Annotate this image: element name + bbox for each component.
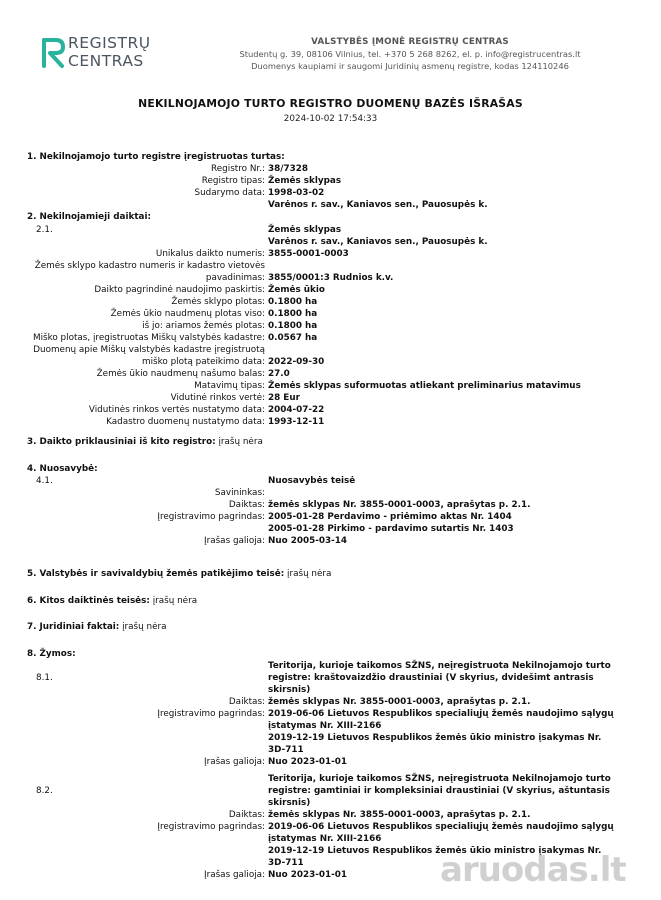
s2-label: miško plotą pateikimo data: bbox=[142, 357, 265, 367]
s2-value: 2022-09-30 bbox=[268, 357, 325, 367]
s8-label: Daiktas: bbox=[228, 697, 265, 707]
s2-value: 0.1800 ha bbox=[268, 321, 318, 331]
s4-value: 2005-01-28 Perdavimo - priėmimo aktas Nr. 1404 bbox=[268, 512, 512, 522]
s2-value: 2004-07-22 bbox=[268, 405, 325, 415]
s2-label: Vidutinė rinkos vertė: bbox=[170, 393, 265, 403]
s2-value: 1993-12-11 bbox=[268, 417, 325, 427]
s2-label: Daikto pagrindinė naudojimo paskirtis: bbox=[94, 285, 265, 295]
document-date: 2024-10-02 17:54:33 bbox=[283, 114, 378, 124]
s8-value: 2019-06-06 Lietuvos Respublikos specialiųjų žemės naudojimo sąlygų bbox=[268, 709, 614, 719]
s2-label: Matavimų tipas: bbox=[194, 381, 265, 391]
section-6: 6. Kitos daiktinės teisės: įrašų nėra bbox=[27, 596, 198, 606]
s2-value: 3855/0001:3 Rudnios k.v. bbox=[268, 273, 394, 283]
section-1-title: 1. Nekilnojamojo turto registre įregistruotas turtas: bbox=[27, 152, 285, 162]
section-4-title: 4. Nuosavybė: bbox=[27, 464, 98, 474]
s1-value: 1998-03-02 bbox=[268, 188, 325, 198]
s8-item-head: Teritorija, kurioje taikomos SŽNS, neįregistruota Nekilnojamojo turto bbox=[268, 774, 611, 784]
s2-label: iš jo: ariamos žemės plotas: bbox=[142, 321, 265, 331]
s4-value: 2005-01-28 Pirkimo - pardavimo sutartis Nr. 1403 bbox=[268, 524, 514, 534]
s4-value: žemės sklypas Nr. 3855-0001-0003, aprašytas p. 2.1. bbox=[268, 500, 531, 510]
s8-item-index: 8.2. bbox=[36, 786, 53, 796]
section-7: 7. Juridiniai faktai: įrašų nėra bbox=[27, 622, 167, 632]
s2-label: Žemės sklypo kadastro numeris ir kadastro vietovės bbox=[34, 261, 265, 271]
s5-value: įrašų nėra bbox=[287, 569, 332, 579]
section-5: 5. Valstybės ir savivaldybių žemės patikėjimo teisė: įrašų nėra bbox=[27, 569, 332, 579]
s2-value: 3855-0001-0003 bbox=[268, 249, 349, 259]
s1-value: Žemės sklypas bbox=[268, 176, 342, 186]
s8-value: 3D-711 bbox=[268, 745, 304, 755]
document-title: NEKILNOJAMOJO TURTO REGISTRO DUOMENŲ BAZĖS IŠRAŠAS bbox=[138, 97, 523, 110]
s4-label: Įregistravimo pagrindas: bbox=[157, 512, 265, 522]
s2-address: Varėnos r. sav., Kaniavos sen., Pauosupės k. bbox=[268, 237, 488, 247]
s2-label: pavadinimas: bbox=[205, 273, 265, 283]
s8-label: Įrašas galioja: bbox=[204, 870, 265, 880]
s2-value: Žemės sklypas suformuotas atliekant preliminarius matavimus bbox=[268, 381, 581, 391]
aruodas-watermark: aruodas.lt bbox=[440, 850, 626, 890]
org-name: VALSTYBĖS ĮMONĖ REGISTRŲ CENTRAS bbox=[311, 37, 509, 47]
s8-label: Įregistravimo pagrindas: bbox=[157, 822, 265, 832]
s8-label: Įregistravimo pagrindas: bbox=[157, 709, 265, 719]
s8-item-head: skirsnis) bbox=[268, 685, 311, 695]
s1-label: Registro tipas: bbox=[201, 176, 265, 186]
s2-label: Žemės ūkio naudmenų plotas viso: bbox=[110, 309, 265, 319]
s8-value: 2019-12-19 Lietuvos Respublikos žemės ūkio ministro įsakymas Nr. bbox=[268, 846, 602, 856]
s1-address: Varėnos r. sav., Kaniavos sen., Pauosupės k. bbox=[268, 200, 488, 210]
s2-value: Žemės ūkio bbox=[268, 285, 325, 295]
s2-head: Žemės sklypas bbox=[268, 225, 342, 235]
registru-centras-logo bbox=[40, 34, 150, 74]
logo-mark-icon bbox=[40, 36, 66, 70]
s2-index: 2.1. bbox=[36, 225, 53, 235]
s4-label: Daiktas: bbox=[228, 500, 265, 510]
s8-value: žemės sklypas Nr. 3855-0001-0003, aprašytas p. 2.1. bbox=[268, 697, 531, 707]
s8-value: Nuo 2023-01-01 bbox=[268, 757, 348, 767]
s1-label: Registro Nr.: bbox=[211, 164, 265, 174]
s2-label: Vidutinės rinkos vertės nustatymo data: bbox=[88, 405, 265, 415]
s3-value: įrašų nėra bbox=[218, 437, 263, 447]
s2-value: 27.0 bbox=[268, 369, 290, 379]
s2-value: 0.1800 ha bbox=[268, 309, 318, 319]
s8-label: Įrašas galioja: bbox=[204, 757, 265, 767]
s8-value: įstatymas Nr. XIII-2166 bbox=[268, 721, 382, 731]
s2-value: 0.0567 ha bbox=[268, 333, 318, 343]
s7-value: įrašų nėra bbox=[122, 622, 167, 632]
s2-value: 0.1800 ha bbox=[268, 297, 318, 307]
s2-label: Žemės ūkio naudmenų našumo balas: bbox=[96, 369, 265, 379]
s8-label: Daiktas: bbox=[228, 810, 265, 820]
org-address: Studentų g. 39, 08106 Vilnius, tel. +370 5 268 8262, el. p. info@registrucentras.lt bbox=[239, 49, 581, 59]
s8-item-head: registre: gamtiniai ir kompleksiniai draustiniai (V skyrius, aštuntasis bbox=[268, 786, 610, 796]
s2-label: Kadastro duomenų nustatymo data: bbox=[106, 417, 265, 427]
s4-index: 4.1. bbox=[36, 476, 53, 486]
s8-value: Nuo 2023-01-01 bbox=[268, 870, 348, 880]
s6-value: įrašų nėra bbox=[152, 596, 198, 606]
section-8-title: 8. Žymos: bbox=[27, 649, 76, 659]
s2-label: Miško plotas, įregistruotas Miškų valstybės kadastre: bbox=[32, 333, 265, 343]
section-2-title: 2. Nekilnojamieji daiktai: bbox=[27, 212, 152, 222]
org-note: Duomenys kaupiami ir saugomi Juridinių asmenų registre, kodas 124110246 bbox=[251, 61, 569, 71]
logo-line2: CENTRAS bbox=[68, 52, 144, 70]
s8-item-head: registre: kraštovaizdžio draustiniai (V skyrius, dvidešimt antrasis bbox=[268, 673, 594, 683]
logo-line1: REGISTRŲ bbox=[68, 34, 151, 52]
s4-label: Įrašas galioja: bbox=[204, 536, 265, 546]
s4-value: Nuo 2005-03-14 bbox=[268, 536, 348, 546]
org-info bbox=[190, 36, 630, 72]
s8-value: 2019-12-19 Lietuvos Respublikos žemės ūkio ministro įsakymas Nr. bbox=[268, 733, 602, 743]
s8-item-index: 8.1. bbox=[36, 673, 53, 683]
s2-label: Unikalus daikto numeris: bbox=[155, 249, 265, 259]
s4-head: Nuosavybės teisė bbox=[268, 476, 356, 486]
s1-value: 38/7328 bbox=[268, 164, 308, 174]
section-3: 3. Daikto priklausiniai iš kito registro: įrašų nėra bbox=[27, 437, 263, 447]
s2-label: Duomenų apie Miškų valstybės kadastre įregistruotą bbox=[33, 345, 265, 355]
s8-item-head: skirsnis) bbox=[268, 798, 311, 808]
s2-label: Žemės sklypo plotas: bbox=[171, 297, 265, 307]
document-header bbox=[0, 0, 661, 80]
s8-item-head: Teritorija, kurioje taikomos SŽNS, neįregistruota Nekilnojamojo turto bbox=[268, 661, 611, 671]
s8-value: žemės sklypas Nr. 3855-0001-0003, aprašytas p. 2.1. bbox=[268, 810, 531, 820]
s4-label: Savininkas: bbox=[214, 488, 265, 498]
s8-value: 3D-711 bbox=[268, 858, 304, 868]
s8-value: įstatymas Nr. XIII-2166 bbox=[268, 834, 382, 844]
s8-value: 2019-06-06 Lietuvos Respublikos specialiųjų žemės naudojimo sąlygų bbox=[268, 822, 614, 832]
s2-value: 28 Eur bbox=[268, 393, 300, 403]
s1-label: Sudarymo data: bbox=[194, 188, 265, 198]
